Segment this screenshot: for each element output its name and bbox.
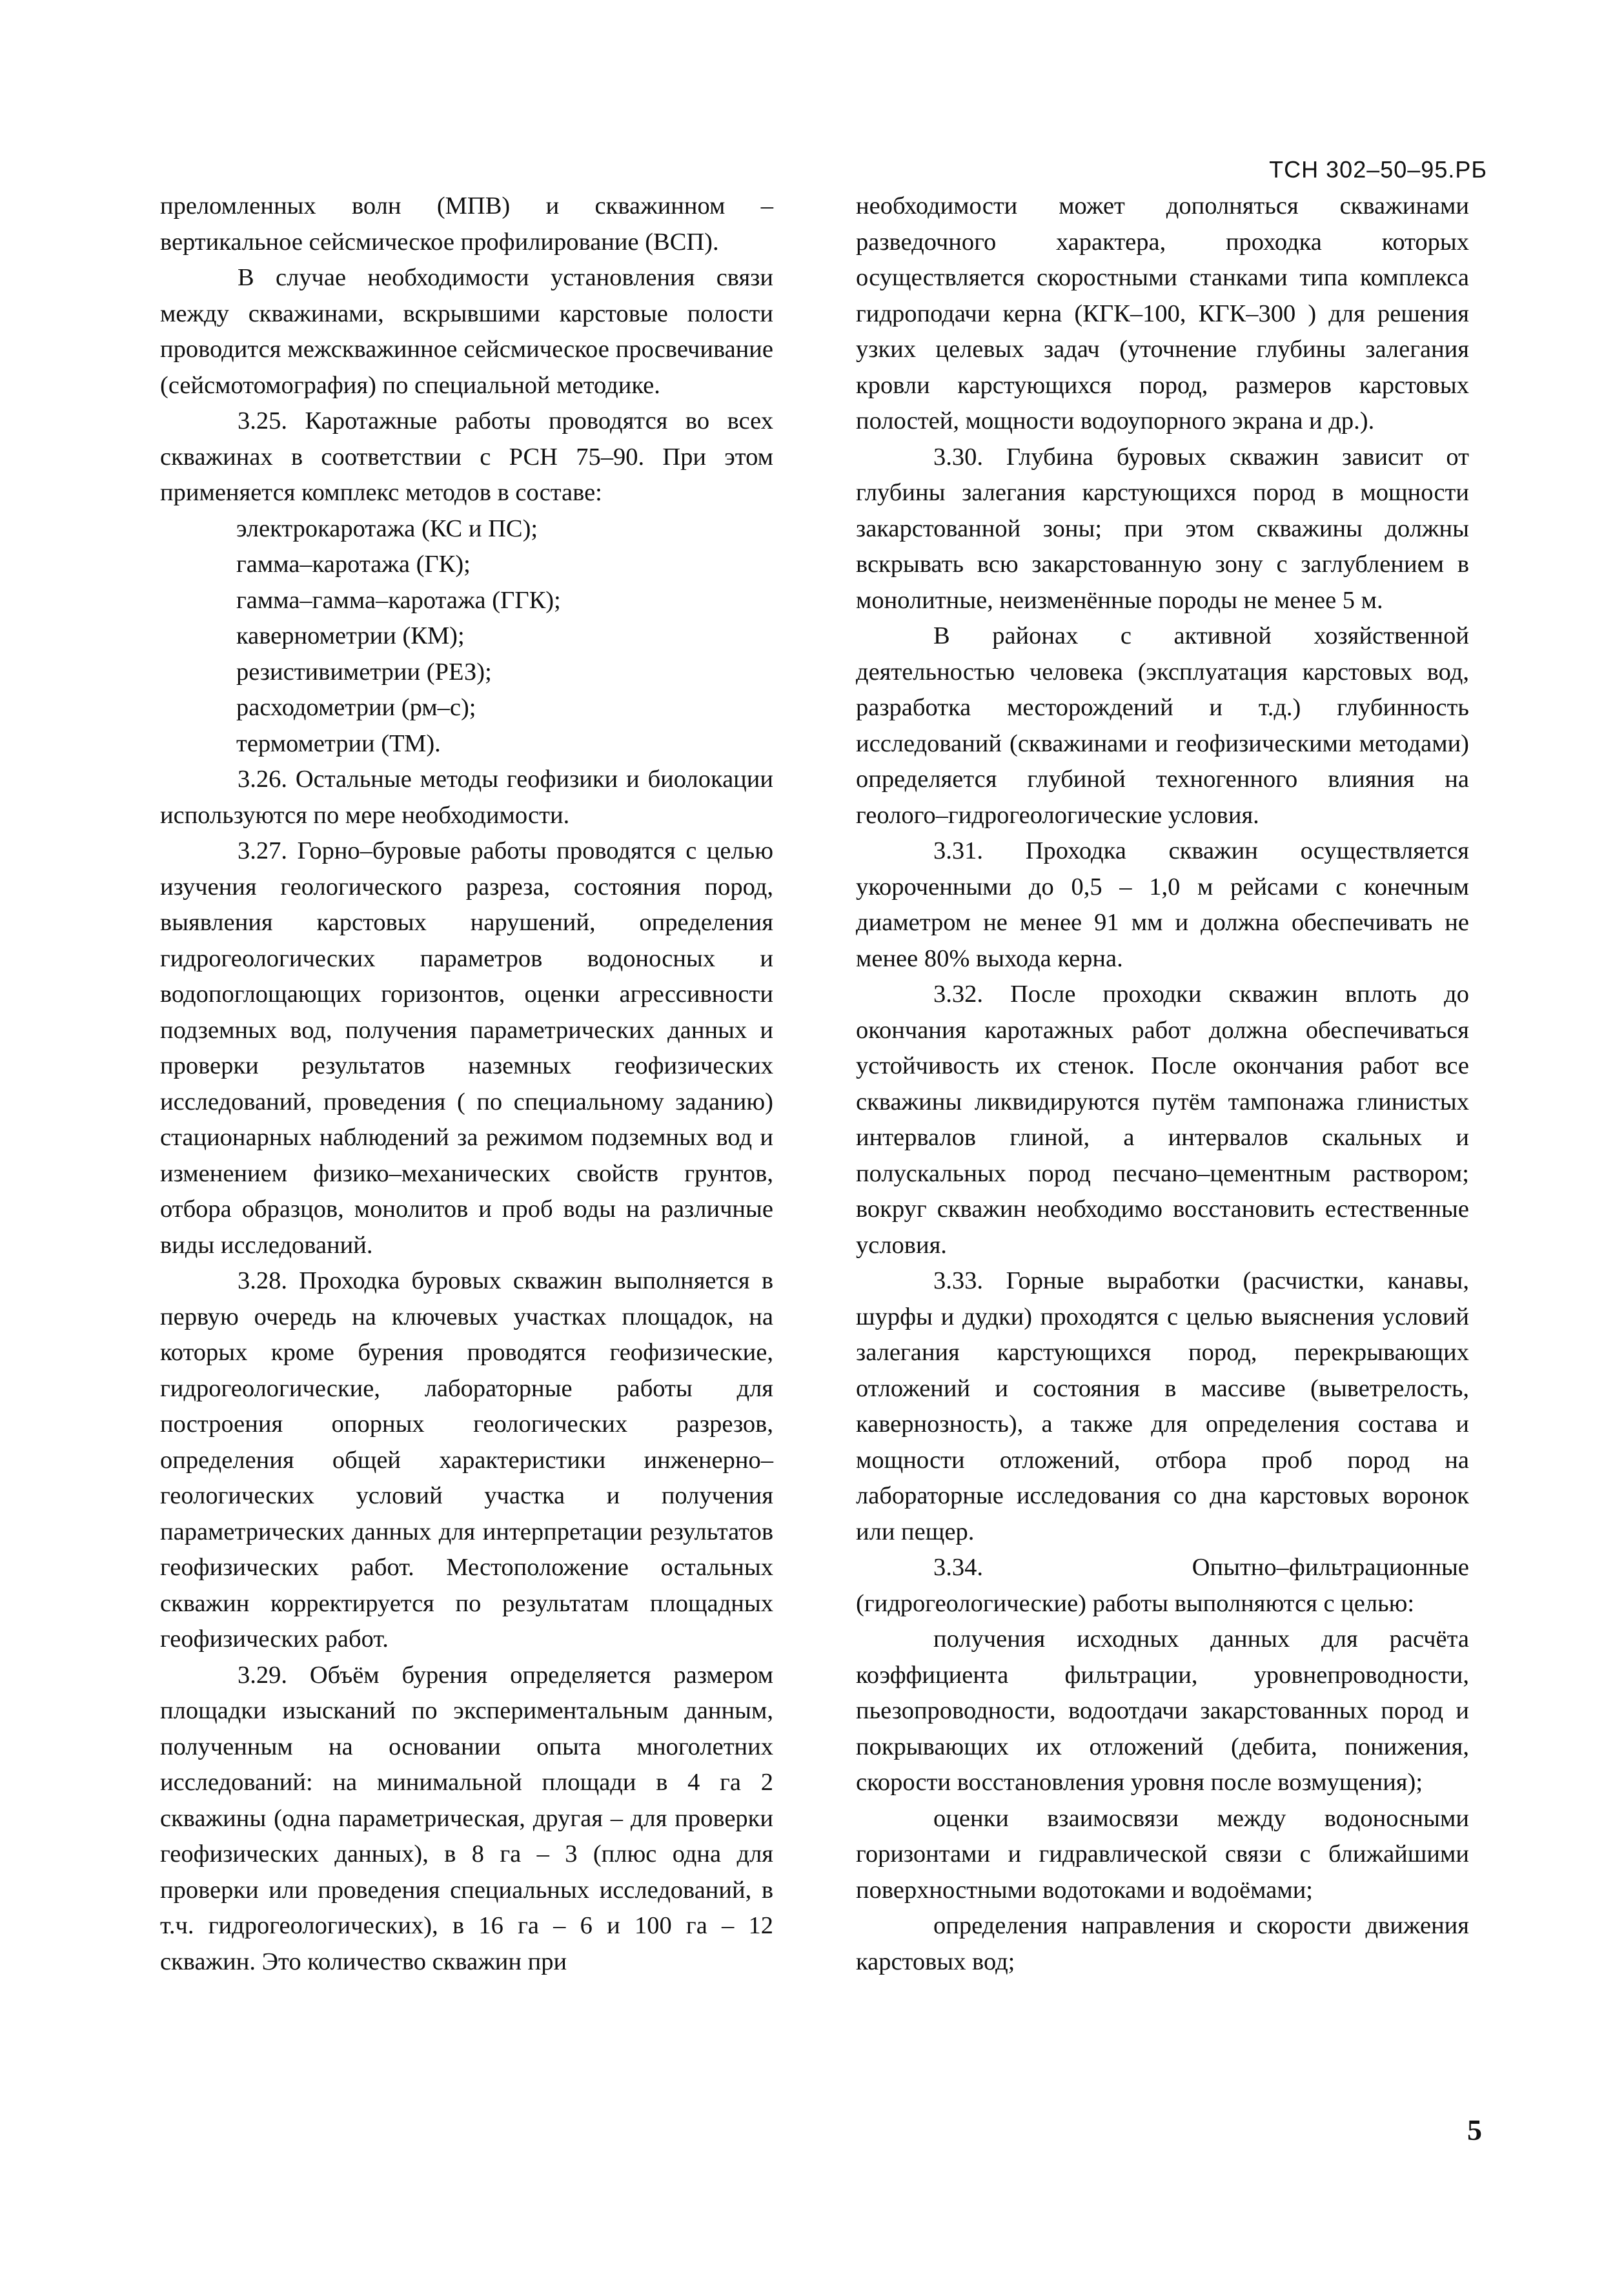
paragraph: 3.34. Опытно–фильтрационные (гидрогеологические) работы выполняются с целью: <box>856 1554 1469 1617</box>
paragraph: получения исходных данных для расчёта коэффициента фильтрации, уровнепроводности, пьезопроводности, водоотдачи закарстованных пород и покрывающих их отложений (дебита, понижения, скорости восстановления уровня после возмущения); <box>856 1625 1469 1796</box>
left-text-column <box>160 188 773 1980</box>
list-item: гамма–гамма–каротажа (ГГК); <box>236 586 561 614</box>
list-item: электрокаротажа (КС и ПС); <box>236 514 538 542</box>
paragraph: В случае необходимости установления связи между скважинами, вскрывшими карстовые полости проводится межскважинное сейсмическое просвечивание (сейсмотомография) по специальной методике. <box>160 264 773 399</box>
right-text-column <box>856 188 1469 1980</box>
list-item: термометрии (ТМ). <box>236 729 441 757</box>
paragraph: преломленных волн (МПВ) и скважинном – вертикальное сейсмическое профилирование (ВСП). <box>160 192 773 256</box>
paragraph: 3.30. Глубина буровых скважин зависит от глубины залегания карстующихся пород в мощности закарстованной зоны; при этом скважины должны вскрывать всю закарстованную зону с заглублением в монолитные, неизменённые породы не менее 5 м. <box>856 443 1469 614</box>
list-item: кавернометрии (КМ); <box>236 622 465 649</box>
list-item: резистивиметрии (РЕЗ); <box>236 658 492 686</box>
paragraph: 3.32. После проходки скважин вплоть до окончания каротажных работ должна обеспечиваться устойчивость их стенок. После окончания работ все скважины ликвидируются путём тампонажа глинистых интервалов глиной, а интервалов скальных и полускальных пород песчано–цементным раствором; вокруг скважин необходимо восстановить естественные условия. <box>856 981 1469 1259</box>
paragraph: 3.29. Объём бурения определяется размером площадки изысканий по экспериментальным данным, полученным на основании опыта многолетних исследований: на минимальной площади в 4 га 2 скважины (одна параметрическая, другая – для проверки геофизических данных), в 8 га – 3 (плюс одна для проверки или проведения специальных исследований, в т.ч. гидрогеологических), в 16 га – 6 и 100 га – 12 скважин. Это количество скважин при <box>160 1661 773 1975</box>
paragraph: определения направления и скорости движения карстовых вод; <box>856 1912 1469 1975</box>
paragraph: 3.33. Горные выработки (расчистки, канавы, шурфы и дудки) проходятся с целью выяснения условий залегания карстующихся пород, перекрывающих отложений и состояния в массиве (выветрелость, кавернозность), а также для определения состава и мощности отложений, отбора проб пород на лабораторные исследования со дна карстовых воронок или пещер. <box>856 1267 1469 1545</box>
paragraph: 3.28. Проходка буровых скважин выполняется в первую очередь на ключевых участках площадок, на которых кроме бурения проводятся геофизические, гидрогеологические, лабораторные работы для построения опорных геологических разрезов, определения общей характеристики инженерно–геологических условий участка и получения параметрических данных для интерпретации результатов геофизических работ. Местоположение остальных скважин корректируется по результатам площадных геофизических работ. <box>160 1267 773 1653</box>
paragraph: В районах с активной хозяйственной деятельностью человека (эксплуатация карстовых вод, разработка месторождений и т.д.) глубинность исследований (скважинами и геофизическими методами) определяется глубиной техногенного влияния на геолого–гидрогеологические условия. <box>856 622 1469 829</box>
paragraph: 3.25. Каротажные работы проводятся во всех скважинах в соответствии с РСН 75–90. При этом применяется комплекс методов в составе: <box>160 407 773 506</box>
paragraph: 3.26. Остальные методы геофизики и биолокации используются по мере необходимости. <box>160 766 773 829</box>
paragraph: 3.27. Горно–буровые работы проводятся с целью изучения геологического разреза, состояния пород, выявления карстовых нарушений, определения гидрогеологических параметров водоносных и водопоглощающих горизонтов, оценки агрессивности подземных вод, получения параметрических данных и проверки результатов наземных геофизических исследований, проведения ( по специальному заданию) стационарных наблюдений за режимом подземных вод и изменением физико–механических свойств грунтов, отбора образцов, монолитов и проб воды на различные виды исследований. <box>160 837 773 1259</box>
list-item: расходометрии (рм–с); <box>236 694 476 721</box>
page-number: 5 <box>1467 2113 1482 2146</box>
paragraph: 3.31. Проходка скважин осуществляется укороченными до 0,5 – 1,0 м рейсами с конечным диаметром не менее 91 мм и должна обеспечивать не менее 80% выхода керна. <box>856 837 1469 972</box>
paragraph: оценки взаимосвязи между водоносными горизонтами и гидравлической связи с ближайшими поверхностными водотоками и водоёмами; <box>856 1804 1469 1904</box>
document-code-header: ТСН 302–50–95.РБ <box>1269 156 1487 183</box>
list-item: гамма–каротажа (ГК); <box>236 551 471 578</box>
paragraph: необходимости может дополняться скважинами разведочного характера, проходка которых осуществляется скоростными станками типа комплекса гидроподачи керна (КГК–100, КГК–300 ) для решения узких целевых задач (уточнение глубины залегания кровли карстующихся пород, размеров карстовых полостей, мощности водоупорного экрана и др.). <box>856 192 1469 434</box>
